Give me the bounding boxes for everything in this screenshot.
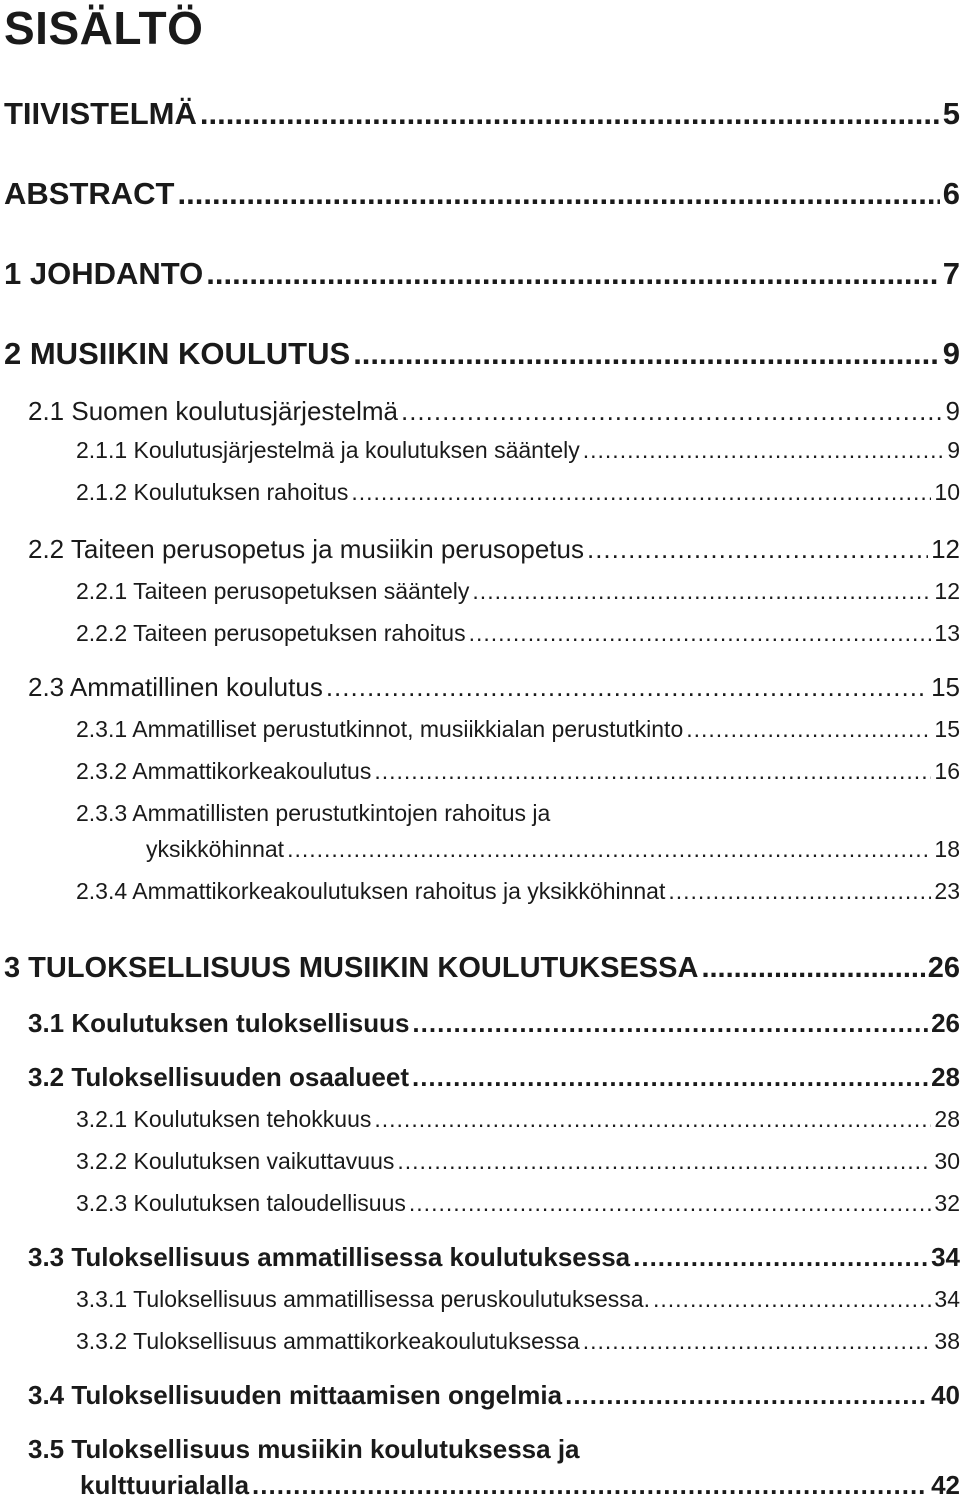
toc-entry-label: 3.2.2 Koulutuksen vaikuttavuus <box>76 1148 395 1174</box>
toc-entry-3-5-line1[interactable]: 3.5 Tuloksellisuus musiikin koulutuksessa ja <box>28 1434 580 1464</box>
toc-leader-dots <box>472 578 931 605</box>
toc-entry-label: 2.3.1 Ammatilliset perustutkinnot, musiikkialan perustutkinto <box>76 716 684 742</box>
toc-page-number: 30 <box>934 1148 960 1174</box>
toc-page-number: 12 <box>934 578 960 604</box>
toc-leader-dots <box>469 620 932 647</box>
toc-entry-label: 2 MUSIIKIN KOULUTUS <box>4 336 351 371</box>
toc-page-number: 18 <box>934 836 960 862</box>
toc-page-number: 9 <box>945 396 960 426</box>
toc-entry-label: kulttuurialalla <box>80 1470 250 1500</box>
toc-entry-3-2-3[interactable] <box>76 1190 960 1220</box>
toc-entry-3-3-2[interactable] <box>76 1328 960 1358</box>
toc-entry-musiikin-koulutus[interactable] <box>4 336 960 376</box>
toc-page-number: 26 <box>931 1008 960 1038</box>
toc-page-number: 32 <box>934 1190 960 1216</box>
toc-page-number: 7 <box>942 256 960 291</box>
toc-entry-label: 2.2 Taiteen perusopetus ja musiikin perusopetus <box>28 534 584 564</box>
toc-entry-label: yksikköhinnat <box>146 836 285 862</box>
toc-entry-2-2-2[interactable] <box>76 620 960 650</box>
toc-leader-dots <box>583 1328 932 1355</box>
toc-page-number: 34 <box>931 1242 960 1272</box>
toc-page-number: 9 <box>942 336 960 371</box>
toc-entry-label: 2.3.2 Ammattikorkeakoulutus <box>76 758 372 784</box>
toc-page-number: 15 <box>931 672 960 702</box>
toc-leader-dots <box>653 1286 931 1313</box>
toc-entry-2-3-4[interactable] <box>76 878 960 908</box>
toc-page-number: 12 <box>931 534 960 564</box>
toc-entry-label: 3.4 Tuloksellisuuden mittaamisen ongelmia <box>28 1380 563 1410</box>
toc-leader-dots <box>397 1148 931 1175</box>
toc-entry-2-2[interactable] <box>28 534 960 568</box>
toc-entry-label: 2.2.1 Taiteen perusopetuksen sääntely <box>76 578 470 604</box>
toc-page-number: 42 <box>931 1470 960 1500</box>
toc-page-number: 6 <box>942 176 960 211</box>
toc-entry-2-3-3-line1[interactable]: 2.3.3 Ammatillisten perustutkintojen rahoitus ja <box>76 800 551 826</box>
toc-leader-dots <box>409 1190 932 1217</box>
toc-leader-dots <box>287 836 931 863</box>
toc-entry-label: 2.1.1 Koulutusjärjestelmä ja koulutuksen sääntely <box>76 437 580 463</box>
toc-leader-dots <box>206 256 940 292</box>
toc-entry-label: 2.3 Ammatillinen koulutus <box>28 672 323 702</box>
toc-entry-2-3[interactable] <box>28 672 960 706</box>
toc-entry-2-3-3[interactable] <box>146 836 960 866</box>
toc-entry-3-3-1[interactable] <box>76 1286 960 1316</box>
toc-entry-3-2[interactable] <box>28 1062 960 1096</box>
toc-entry-label: 2.1.2 Koulutuksen rahoitus <box>76 479 349 505</box>
toc-page-number: 38 <box>934 1328 960 1354</box>
toc-entry-label: 1 JOHDANTO <box>4 256 204 291</box>
toc-leader-dots <box>401 396 943 427</box>
toc-leader-dots <box>633 1242 928 1273</box>
toc-entry-label: 3.3 Tuloksellisuus ammatillisessa koulutuksessa <box>28 1242 631 1272</box>
toc-page-number: 28 <box>934 1106 960 1132</box>
toc-leader-dots <box>178 176 940 212</box>
toc-leader-dots <box>668 878 931 905</box>
toc-page-number: 13 <box>934 620 960 646</box>
toc-leader-dots <box>252 1470 928 1501</box>
toc-leader-dots <box>565 1380 928 1411</box>
toc-page-number: 28 <box>931 1062 960 1092</box>
toc-entry-label: 3.2.1 Koulutuksen tehokkuus <box>76 1106 372 1132</box>
toc-page-number: 23 <box>934 878 960 904</box>
toc-entry-label: 3.1 Koulutuksen tuloksellisuus <box>28 1008 410 1038</box>
toc-leader-dots <box>326 672 928 703</box>
toc-page-number: 40 <box>931 1380 960 1410</box>
toc-entry-2-1-2[interactable] <box>76 479 960 509</box>
toc-page-number: 10 <box>934 479 960 505</box>
toc-entry-2-1-1[interactable] <box>76 437 960 467</box>
toc-leader-dots <box>701 952 924 985</box>
toc-entry-label: 3.2.3 Koulutuksen taloudellisuus <box>76 1190 406 1216</box>
toc-leader-dots <box>686 716 931 743</box>
toc-leader-dots <box>351 479 931 506</box>
toc-entry-label: 3.3.2 Tuloksellisuus ammattikorkeakoulutuksessa <box>76 1328 580 1354</box>
toc-leader-dots <box>353 336 940 372</box>
toc-entry-3-1[interactable] <box>28 1008 960 1042</box>
page-title: SISÄLTÖ <box>4 2 204 54</box>
toc-leader-dots <box>587 534 928 565</box>
toc-leader-dots <box>412 1062 928 1093</box>
toc-entry-3-5[interactable] <box>80 1470 960 1504</box>
toc-entry-3-2-1[interactable] <box>76 1106 960 1136</box>
toc-entry-3-4[interactable] <box>28 1380 960 1414</box>
toc-leader-dots <box>374 758 931 785</box>
toc-leader-dots <box>200 96 940 132</box>
toc-entry-label: 3 TULOKSELLISUUS MUSIIKIN KOULUTUKSESSA <box>4 952 699 984</box>
toc-entry-3-2-2[interactable] <box>76 1148 960 1178</box>
toc-entry-label: 2.1 Suomen koulutusjärjestelmä <box>28 396 398 426</box>
toc-entry-label: ABSTRACT <box>4 176 175 211</box>
toc-entry-tiivistelma[interactable] <box>4 96 960 136</box>
toc-leader-dots <box>412 1008 928 1039</box>
toc-entry-label: 2.3.4 Ammattikorkeakoulutuksen rahoitus ja yksikköhinnat <box>76 878 666 904</box>
toc-entry-2-3-1[interactable] <box>76 716 960 746</box>
toc-entry-2-3-2[interactable] <box>76 758 960 788</box>
toc-entry-2-2-1[interactable] <box>76 578 960 608</box>
toc-page-number: 15 <box>934 716 960 742</box>
toc-entry-label: 3.3.1 Tuloksellisuus ammatillisessa peruskoulutuksessa. <box>76 1286 650 1312</box>
toc-entry-tuloksellisuus[interactable] <box>4 952 960 992</box>
toc-page-number: 9 <box>947 437 960 463</box>
toc-entry-johdanto[interactable] <box>4 256 960 296</box>
toc-entry-3-3[interactable] <box>28 1242 960 1276</box>
toc-entry-label: 2.2.2 Taiteen perusopetuksen rahoitus <box>76 620 466 646</box>
toc-leader-dots <box>374 1106 931 1133</box>
toc-entry-2-1[interactable] <box>28 396 960 430</box>
toc-entry-abstract[interactable] <box>4 176 960 216</box>
toc-entry-label: 3.2 Tuloksellisuuden osaalueet <box>28 1062 409 1092</box>
toc-leader-dots <box>583 437 944 464</box>
toc-page-number: 34 <box>934 1286 960 1312</box>
toc-page-number: 5 <box>942 96 960 131</box>
toc-page-number: 26 <box>927 952 960 984</box>
toc-page-number: 16 <box>934 758 960 784</box>
toc-entry-label: TIIVISTELMÄ <box>4 96 197 131</box>
